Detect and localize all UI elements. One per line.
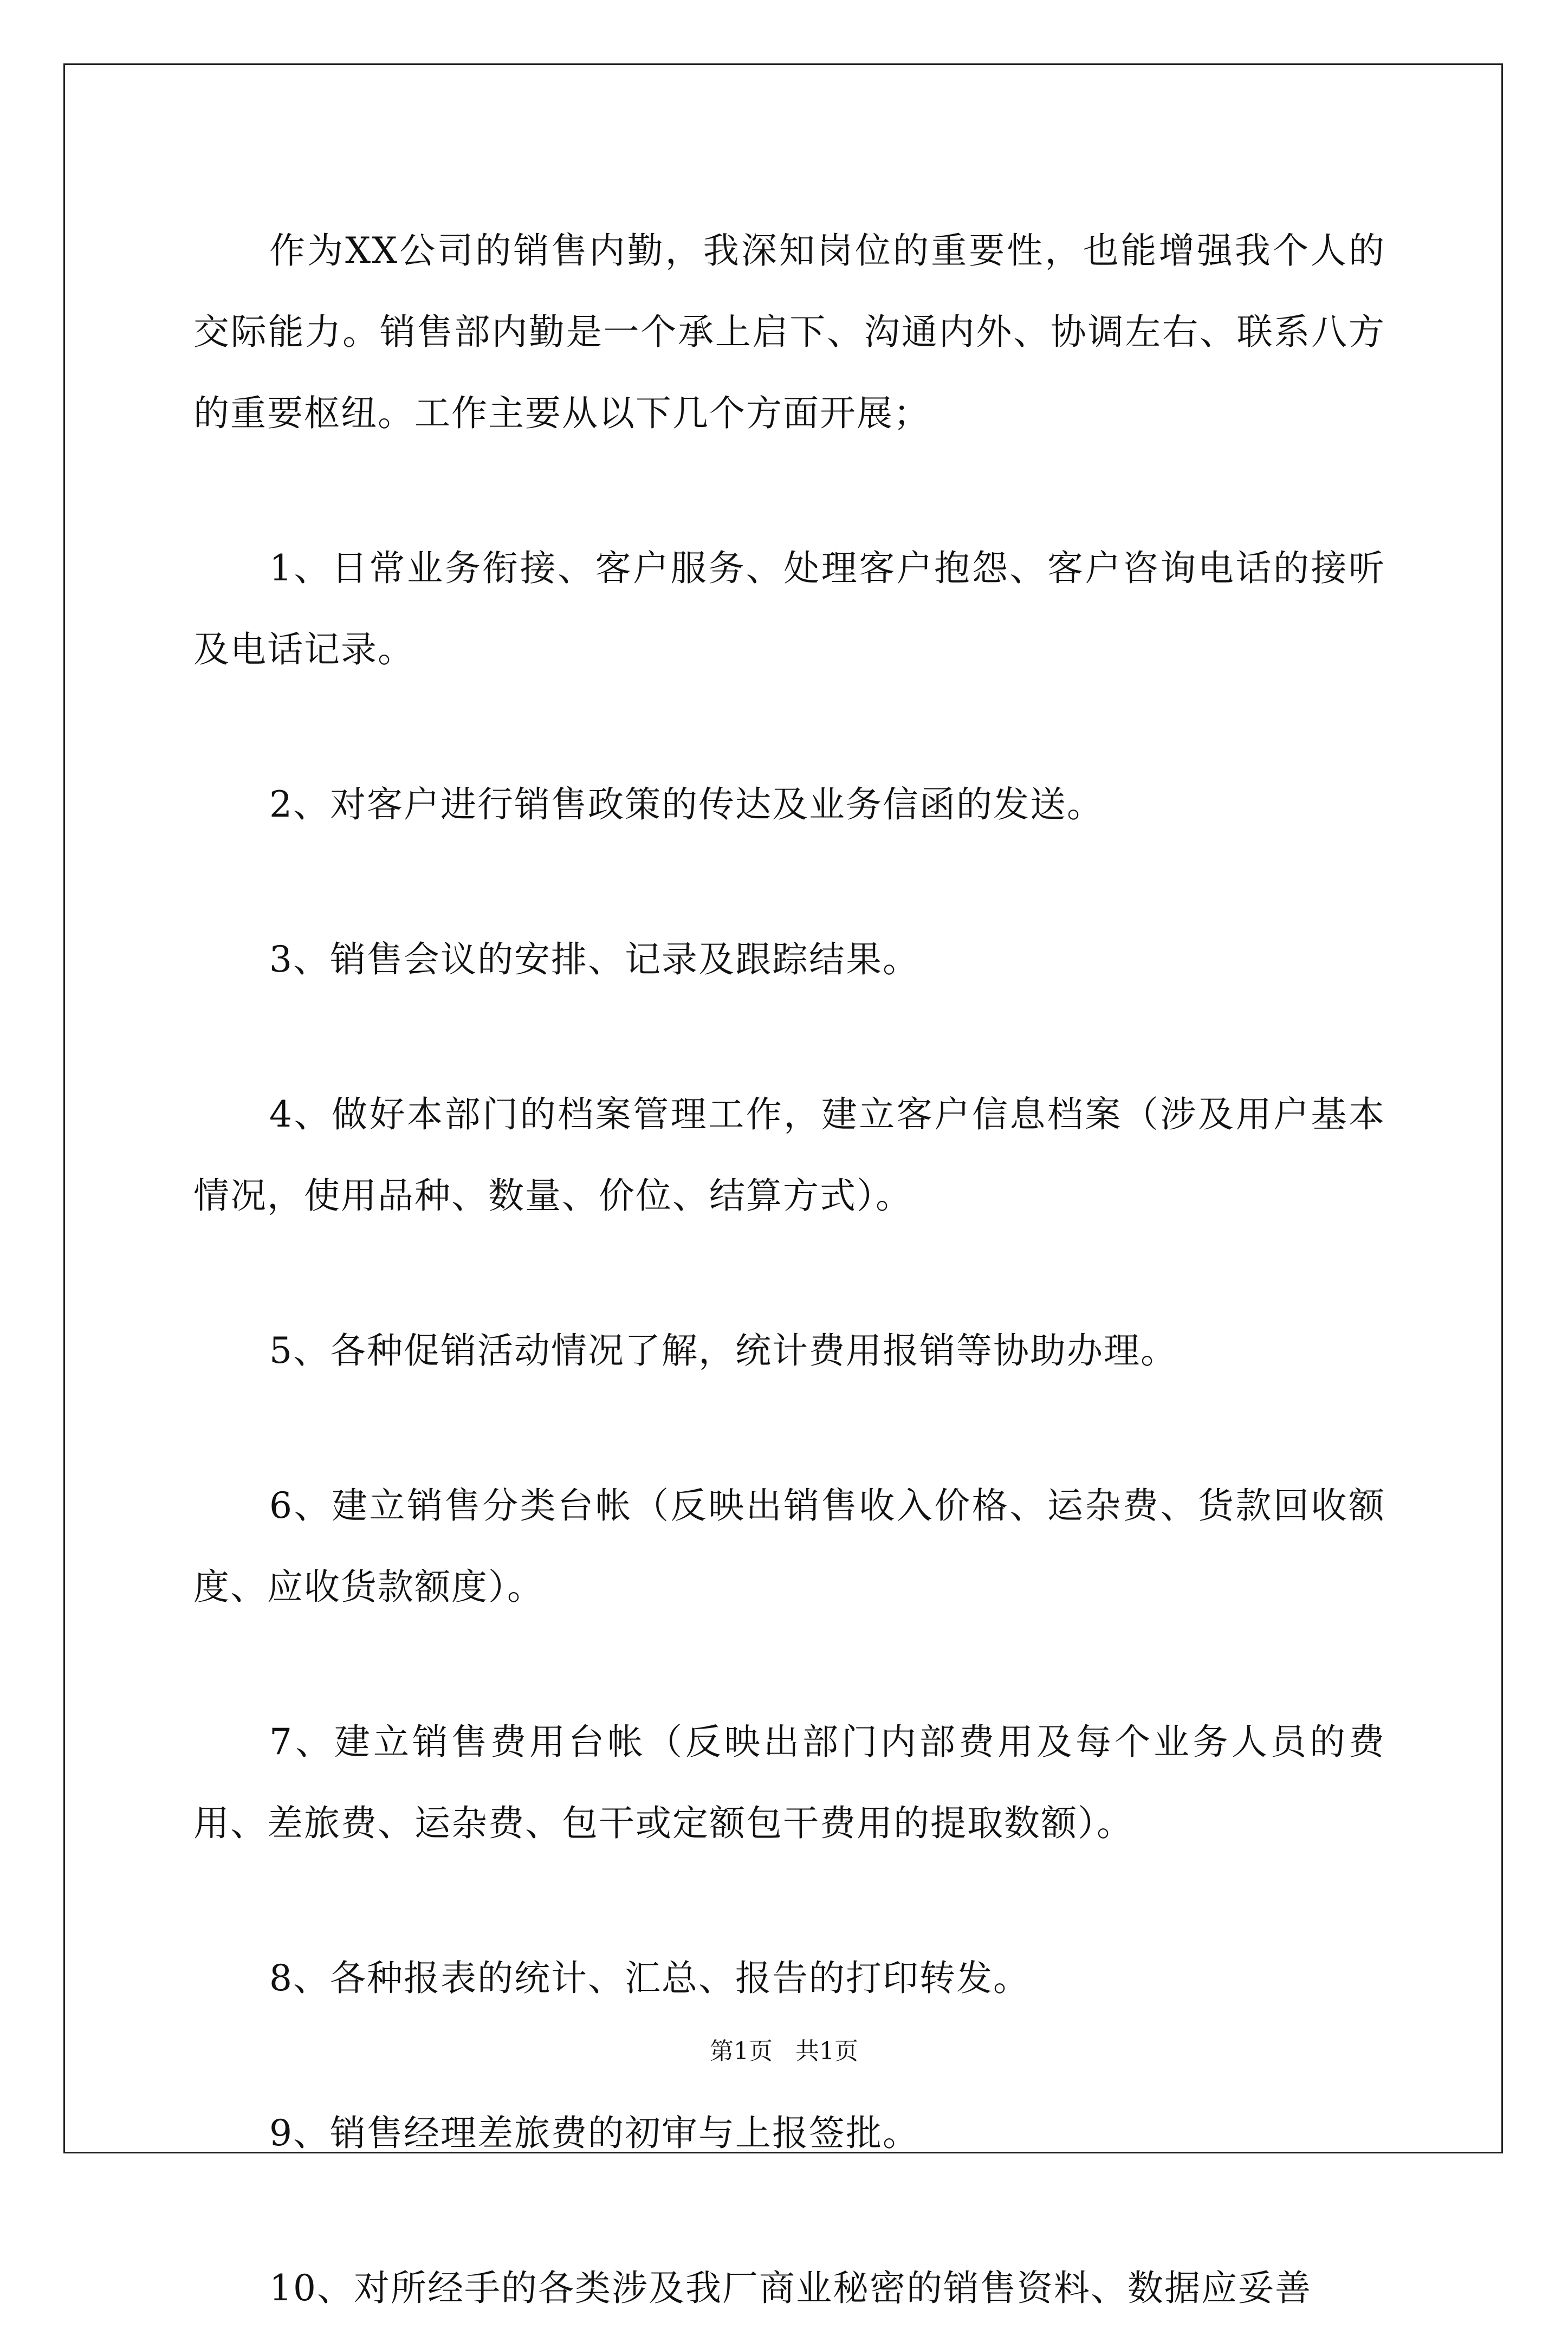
paragraph-item-4: 4、做好本部门的档案管理工作，建立客户信息档案（涉及用户基本情况，使用品种、数量、价位、结算方式）。 — [193, 1094, 1385, 1217]
document-body — [193, 210, 1385, 2329]
paragraph-item-6: 6、建立销售分类台帐（反映出销售收入价格、运杂费、货款回收额度、应收货款额度）。 — [193, 1485, 1385, 1608]
paragraph-item-10: 10、对所经手的各类涉及我厂商业秘密的销售资料、数据应妥善 — [269, 2267, 1312, 2309]
paragraph-item-3: 3、销售会议的安排、记录及跟踪结果。 — [269, 939, 919, 980]
paragraph-item-5: 5、各种促销活动情况了解，统计费用报销等协助办理。 — [269, 1330, 1177, 1371]
paragraph-item-7: 7、建立销售费用台帐（反映出部门内部费用及每个业务人员的费用、差旅费、运杂费、包干或定额包干费用的提取数额）。 — [193, 1721, 1385, 1844]
page-number-footer: 第1页 共1页 — [710, 2037, 858, 2065]
paragraph-intro: 作为XX公司的销售内勤，我深知岗位的重要性，也能增强我个人的交际能力。销售部内勤是一个承上启下、沟通内外、协调左右、联系八方的重要枢纽。工作主要从以下几个方面开展； — [193, 230, 1385, 434]
paragraph-item-2: 2、对客户进行销售政策的传达及业务信函的发送。 — [269, 784, 1104, 825]
paragraph-item-8: 8、各种报表的统计、汇总、报告的打印转发。 — [269, 1957, 1030, 1999]
paragraph-item-1: 1、日常业务衔接、客户服务、处理客户抱怨、客户咨询电话的接听及电话记录。 — [193, 547, 1385, 670]
paragraph-item-9: 9、销售经理差旅费的初审与上报签批。 — [269, 2112, 919, 2154]
